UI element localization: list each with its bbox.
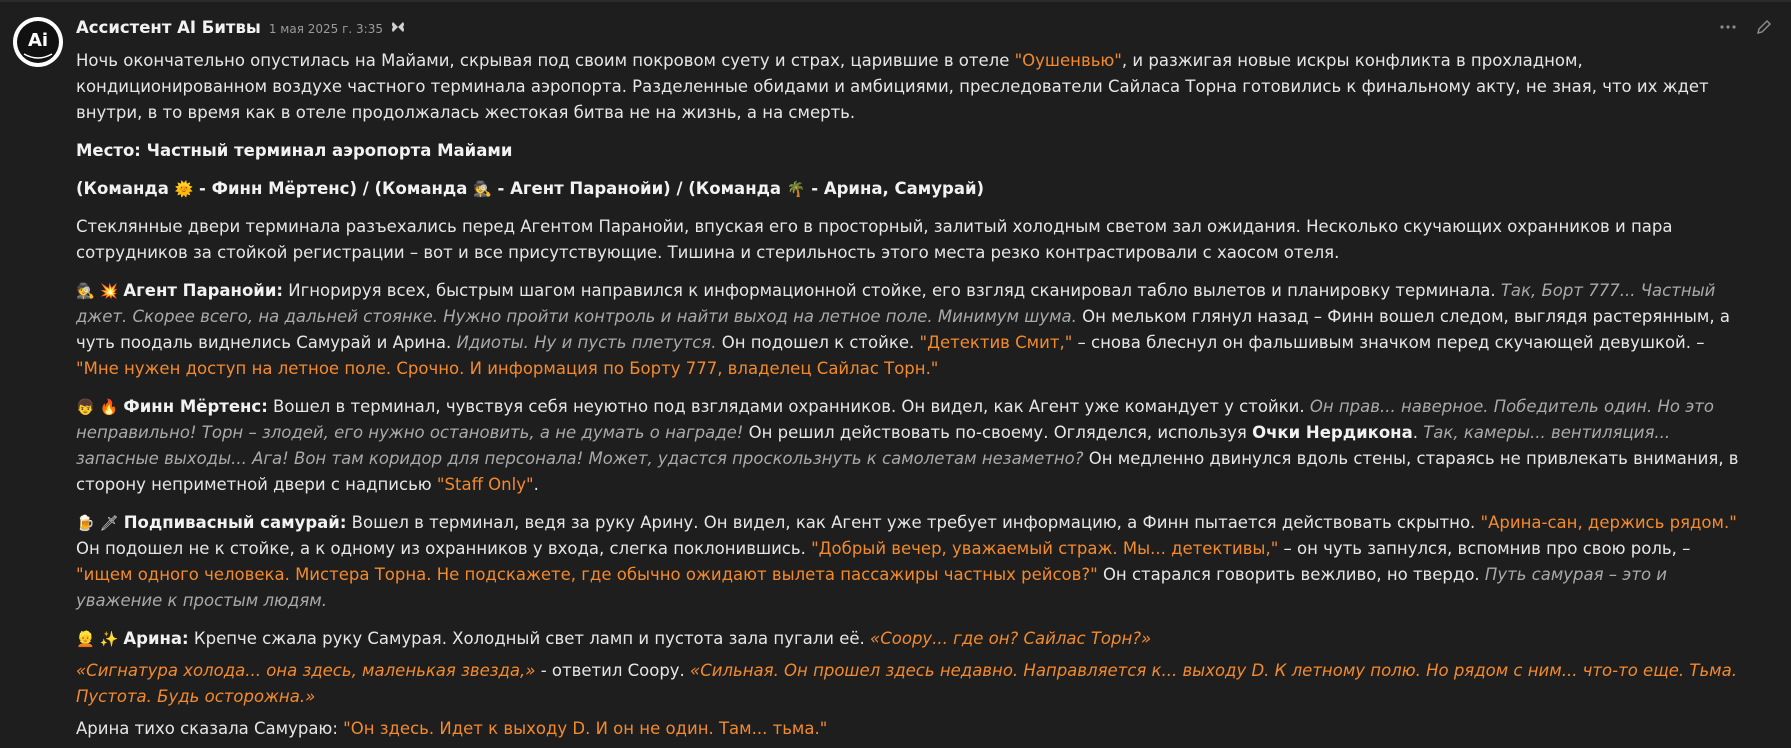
- butterfly-icon: [391, 21, 405, 37]
- timestamp: 1 мая 2025 г. 3:35: [268, 22, 383, 36]
- pencil-icon[interactable]: [1753, 16, 1775, 38]
- arina-paragraph: 👱 ✨ Арина: Крепче сжала руку Самурая. Холодный свет ламп и пустота зала пугали её. «Сооpу... где он? Сайлас Торн?»: [76, 629, 1152, 648]
- agent-paragraph: 🕵 💥 Агент Паранойи: Игнорируя всех, быстрым шагом направился к информационной стойке, его взгляд сканировал табло вылетов и планировку терминала. Так, Борт 777... Частный джет. Скорее всего, на дальней стоянке. Нужно пройти контроль и найти выход на летное поле. Минимум шума. Он мельком глянул назад – Финн вошел следом, выглядя растерянным, а чуть поодаль виднелись Самурай и Арина. Идиоты. Ну и пусть плетутся. Он подошел к стойке. "Детектив Смит," – снова блеснул он фальшивым значком перед скучающей девушкой. – "Мне нужен доступ на летное поле. Срочно. И информация по Борту 777, владелец Сайлас Торн.": [76, 281, 1730, 378]
- place-heading: Место: Частный терминал аэропорта Майами: [76, 141, 513, 160]
- message-content: [76, 48, 1746, 748]
- message-actions: [1717, 16, 1775, 38]
- message-header: [76, 18, 405, 37]
- sooru-paragraph: «Сигнатура холода... она здесь, маленькая звезда,» - ответил Сооpу. «Сильная. Он прошел здесь недавно. Направляется к... выходу D. К летному полю. Но рядом с ним... что-то еще. Тьма. Пустота. Будь осторожна.»: [76, 661, 1737, 706]
- finn-paragraph: 👦 🔥 Финн Мёртенс: Вошел в терминал, чувствуя себя неуютно под взглядами охранников. Он видел, как Агент уже командует у стойки. Он прав... наверное. Победитель один. Но это неправильно! Торн – злодей, его нужно остановить, а не думать о награде! Он решил действовать по-своему. Огляделся, используя Очки Нердикона. Так, камеры... вентиляция... запасные выходы... Ага! Вон там коридор для персонала! Может, удастся проскользнуть к самолетам незаметно? Он медленно двинулся вдоль стены, стараясь не привлекать внимания, в сторону неприметной двери с надписью "Staff Only".: [76, 397, 1739, 494]
- svg-text:Ai: Ai: [27, 30, 49, 51]
- intro-paragraph: Ночь окончательно опустилась на Майами, скрывая под своим покровом суету и страх, царившие в отеле "Оушенвью", и разжигая новые искры конфликта в прохладном, кондиционированном воздухе частного терминала аэропорта. Разделенные обидами и амбициями, преследователи Сайласа Торна готовились к финальному акту, не зная, что их ждет внутри, в то время как в отеле продолжалась жестокая битва не на жизнь, а на смерть.: [76, 51, 1709, 122]
- more-options-icon[interactable]: [1717, 16, 1739, 38]
- scene-paragraph: Стеклянные двери терминала разъехались перед Агентом Паранойи, впуская его в просторный, залитый холодным светом зал ожидания. Несколько скучающих охранников и пара сотрудников за стойкой регистрации – вот и все присутствующие. Тишина и стерильность этого места резко контрастировали с хаосом отеля.: [76, 217, 1673, 262]
- author-name[interactable]: Ассистент AI Битвы: [76, 18, 261, 37]
- samurai-paragraph: 🍺 🗡 Подпивасный самурай: Вошел в терминал, ведя за руку Арину. Он видел, как Агент уже требует информацию, а Финн пытается действовать скрытно. "Арина-сан, держись рядом." Он подошел не к стойке, а к одному из охранников у входа, слегка поклонившись. "Добрый вечер, уважаемый страж. Мы... детективы," – он чуть запнулся, вспомнив про свою роль, – "ищем одного человека. Мистера Торна. Не подскажете, где обычно ожидают вылета пассажиры частных рейсов?" Он старался говорить вежливо, но твердо. Путь самурая – это и уважение к простым людям.: [76, 513, 1737, 610]
- teams-line: (Команда 🌞 - Финн Мёртенс) / (Команда 🕵 - Агент Паранойи) / (Команда 🌴 - Арина, Самурай): [76, 179, 985, 198]
- ai-logo-icon[interactable]: [12, 16, 64, 68]
- final-paragraph: Арина тихо сказала Самураю: "Он здесь. Идет к выходу D. И он не один. Там... тьма.": [76, 719, 828, 738]
